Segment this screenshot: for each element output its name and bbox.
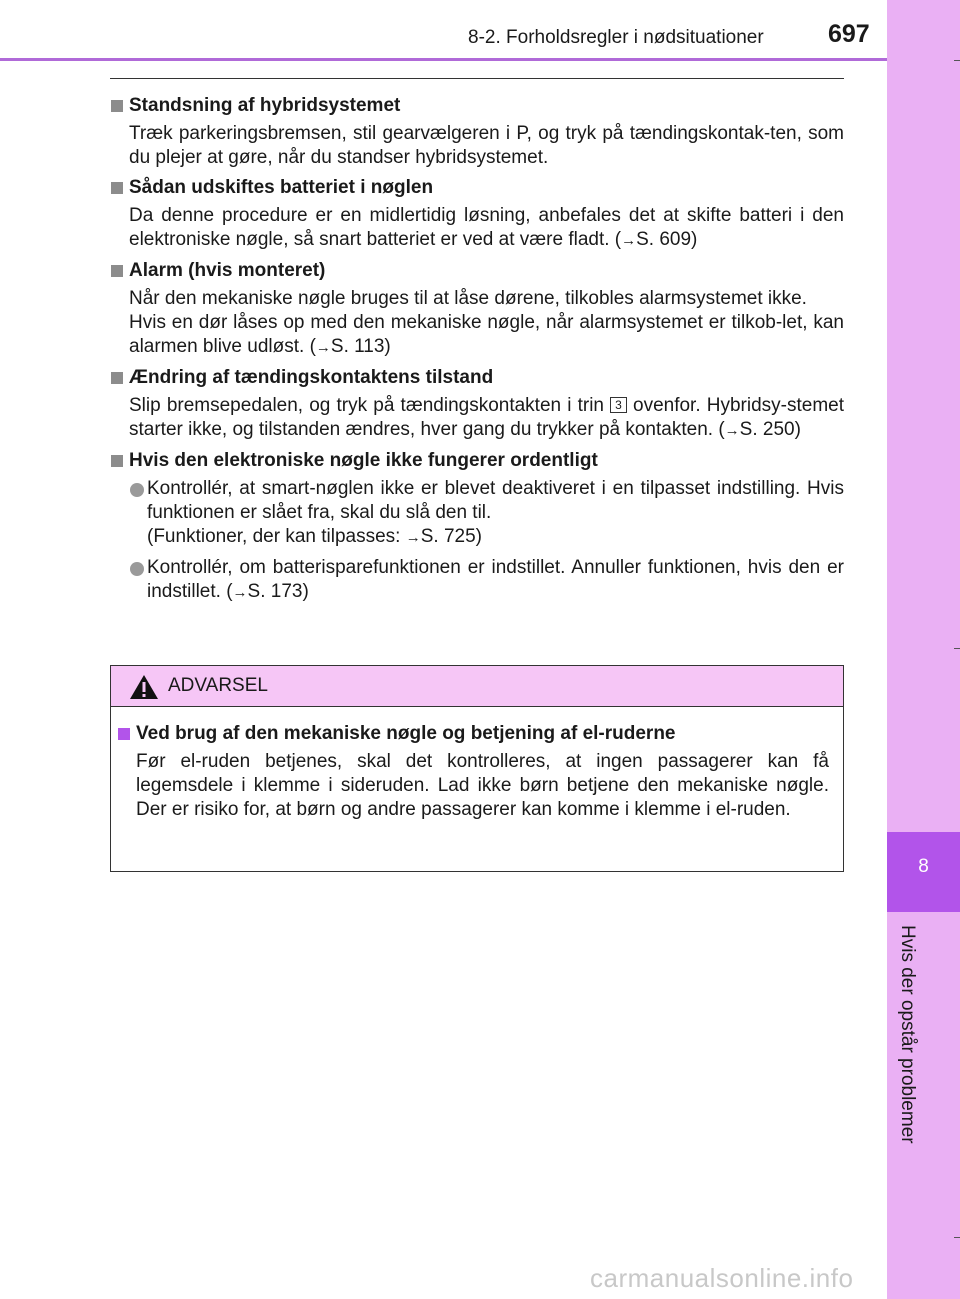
- list-item: Kontrollér, at smart-nøglen ikke er blevet deaktiveret i en tilpasset indstilling. Hvis funktionen er slået fra, skal du slå den til. (Funktioner, der kan tilpasses: →S. 725): [110, 477, 844, 550]
- arrow-icon: →: [724, 422, 740, 439]
- section-heading: Standsning af hybridsystemet: [110, 94, 844, 118]
- arrow-icon: →: [621, 232, 637, 249]
- chapter-number: 8: [918, 856, 929, 877]
- circle-bullet-icon: [130, 483, 144, 497]
- watermark: carmanualsonline.info: [590, 1263, 854, 1293]
- warning-heading: Ved brug af den mekaniske nøgle og betjening af el-ruderne: [117, 722, 843, 746]
- square-bullet-icon: [111, 372, 123, 384]
- section-text: Slip bremsepedalen, og tryk på tændingskontakten i trin 3 ovenfor. Hybridsy-stemet starter ikke, og tilstanden ændres, hver gang du trykker på kontakten. (→S. 250): [129, 395, 845, 440]
- section-text: Når den mekaniske nøgle bruges til at låse dørene, tilkobles alarmsystemet ikke.: [129, 288, 807, 309]
- crop-mark: [954, 1237, 960, 1238]
- list-item: Kontrollér, om batterisparefunktionen er indstillet. Annuller funktionen, hvis den er indstillet. (→S. 173): [110, 556, 844, 605]
- square-bullet-icon: [111, 182, 123, 194]
- page-reference: S. 113): [330, 336, 391, 357]
- chapter-number-tab: [887, 832, 960, 912]
- arrow-icon: →: [405, 529, 421, 546]
- crop-mark: [954, 60, 960, 61]
- section-heading: Hvis den elektroniske nøgle ikke fungerer ordentligt: [110, 449, 844, 473]
- section-title: 8-2. Forholdsregler i nødsituationer: [468, 27, 764, 48]
- chapter-label: Hvis der opstår problemer: [897, 925, 918, 1144]
- arrow-icon: →: [315, 339, 331, 356]
- square-bullet-icon: [118, 728, 130, 740]
- warning-triangle-icon: [129, 674, 159, 700]
- circle-bullet-icon: [130, 562, 144, 576]
- crop-mark: [954, 648, 960, 649]
- page-reference: S. 250): [739, 419, 801, 440]
- square-bullet-icon: [111, 100, 123, 112]
- page-reference: S. 173): [247, 581, 309, 602]
- page-reference: S. 609): [636, 229, 698, 250]
- warning-header: [111, 666, 843, 707]
- header-rule: [0, 58, 887, 61]
- section-text: Da denne procedure er en midlertidig løsning, anbefales det at skifte batteri i den elektroniske nøgle, så snart batteriet er ved at være fladt. (→S. 609): [129, 205, 844, 250]
- warning-body: [111, 722, 843, 828]
- section-text: Træk parkeringsbremsen, stil gearvælgeren i P, og tryk på tændingskontak-ten, som du plejer at gøre, når du standser hybridsystemet.: [129, 123, 844, 168]
- section-heading: Ændring af tændingskontaktens tilstand: [110, 366, 844, 390]
- square-bullet-icon: [111, 265, 123, 277]
- page-number: 697: [828, 20, 870, 48]
- section-heading: Alarm (hvis monteret): [110, 259, 844, 283]
- section-text: Hvis en dør låses op med den mekaniske nøgle, når alarmsystemet er tilkob-let, kan alarmen blive udløst. (→S. 113): [129, 312, 844, 357]
- warning-label: ADVARSEL: [168, 675, 268, 696]
- main-content: [110, 88, 844, 611]
- content-top-rule: [110, 78, 844, 79]
- arrow-icon: →: [232, 584, 248, 601]
- warning-text: Før el-ruden betjenes, skal det kontrolleres, at ingen passagerer kan få legemsdele i klemme i sideruden. Lad ikke børn betjene den mekaniske nøgle. Der er risiko for, at børn og andre passagerer kan komme i klemme i el-ruden.: [136, 751, 829, 820]
- square-bullet-icon: [111, 455, 123, 467]
- warning-box: [110, 665, 844, 872]
- section-heading: Sådan udskiftes batteriet i nøglen: [110, 176, 844, 200]
- step-number-box: 3: [610, 397, 627, 413]
- page-reference: S. 725): [420, 526, 483, 547]
